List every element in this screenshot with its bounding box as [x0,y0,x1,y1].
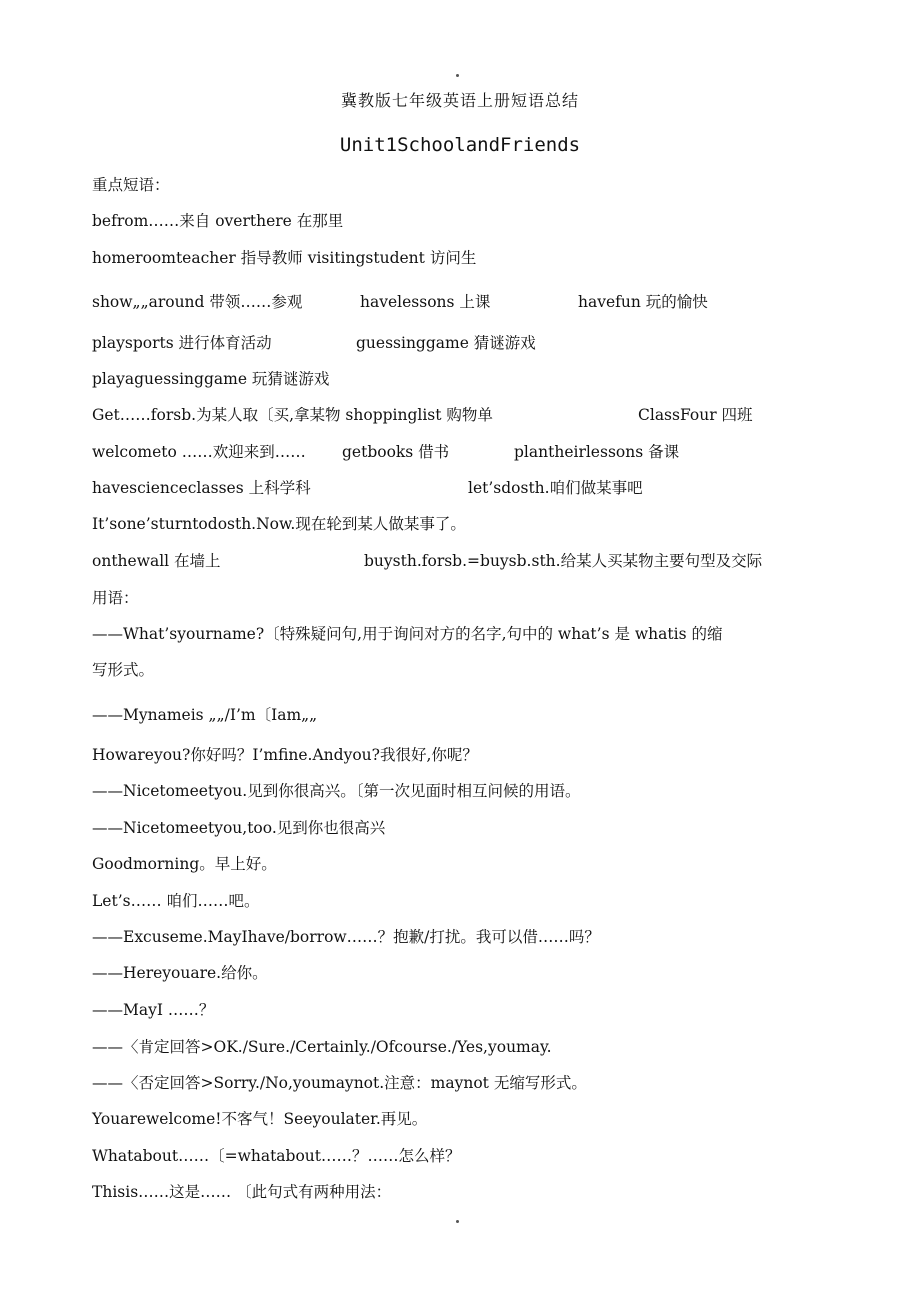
text-line: It’sone’sturntodosth.Now.现在轮到某人做某事了。 [92,515,466,533]
dialog-line: ——〈肯定回答>OK./Sure./Certainly./Ofcourse./Yes,youmay. [92,1038,552,1056]
phrase: plantheirlessons 备课 [514,443,680,461]
dialog-line: ——Mynameis „„/I’m〔Iam„„ [92,706,318,724]
phrase-row [92,442,832,462]
dialog-line: ——MayI ……？ [92,1001,215,1019]
dialog-line: ——Nicetomeetyou,too.见到你也很高兴 [92,819,386,837]
unit-heading: Unit1SchoolandFriends [339,134,581,156]
dialog-line: Youarewelcome!不客气！Seeyoulater.再见。 [92,1110,428,1128]
phrase: onthewall 在墙上 [92,552,221,570]
text-line: 写形式。 [92,661,155,679]
phrase: guessinggame 猜谜游戏 [356,334,536,352]
dialog-line: Thisis……这是…… 〔此句式有两种用法： [92,1183,392,1201]
phrase: havefun 玩的愉快 [578,293,708,311]
phrase: buysth.forsb.=buysb.sth.给某人买某物主要句型及交际 [364,552,763,570]
phrase: let’sdosth.咱们做某事吧 [468,479,643,497]
phrase: ClassFour 四班 [638,406,753,424]
dialog-line: ——Hereyouare.给你。 [92,964,268,982]
section-heading: 重点短语： [92,176,170,194]
dialog-line: Howareyou?你好吗？I’mfine.Andyou?我很好,你呢？ [92,746,478,764]
dialog-line: Goodmorning。早上好。 [92,855,277,873]
section-heading: 用语： [92,589,139,607]
phrase: show„„around 带领……参观 [92,293,303,311]
phrase-row [92,551,832,571]
header-dot [456,74,459,77]
phrase-row [92,292,832,312]
phrase: Get……forsb.为某人取〔买,拿某物 shoppinglist 购物单 [92,406,493,424]
phrase-row [92,405,832,425]
text-line: playaguessinggame 玩猜谜游戏 [92,370,330,388]
dialog-line: Let’s…… 咱们……吧。 [92,892,260,910]
dialog-line: ——Excuseme.MayIhave/borrow……？抱歉/打扰。我可以借……吗？ [92,928,600,946]
phrase: getbooks 借书 [342,443,450,461]
document-title: 冀教版七年级英语上册短语总结 [340,91,579,110]
text-line: befrom……来自 overthere 在那里 [92,212,344,230]
footer-dot [456,1220,459,1223]
dialog-line: ——Nicetomeetyou.见到你很高兴。〔第一次见面时相互问候的用语。 [92,782,581,800]
phrase: playsports 进行体育活动 [92,334,272,352]
phrase-row [92,478,832,498]
phrase-row [92,333,832,353]
phrase: havescienceclasses 上科学科 [92,479,311,497]
dialog-line: Whatabout……〔=whatabout……？……怎么样？ [92,1147,461,1165]
dialog-line: ——〈否定回答>Sorry./No,youmaynot.注意：maynot 无缩写形式。 [92,1074,587,1092]
phrase: welcometo ……欢迎来到…… [92,443,306,461]
phrase: havelessons 上课 [360,293,491,311]
text-line: homeroomteacher 指导教师 visitingstudent 访问生 [92,249,477,267]
text-line: ——What’syourname?〔特殊疑问句,用于询问对方的名字,句中的 what’s 是 whatis 的缩 [92,625,723,643]
